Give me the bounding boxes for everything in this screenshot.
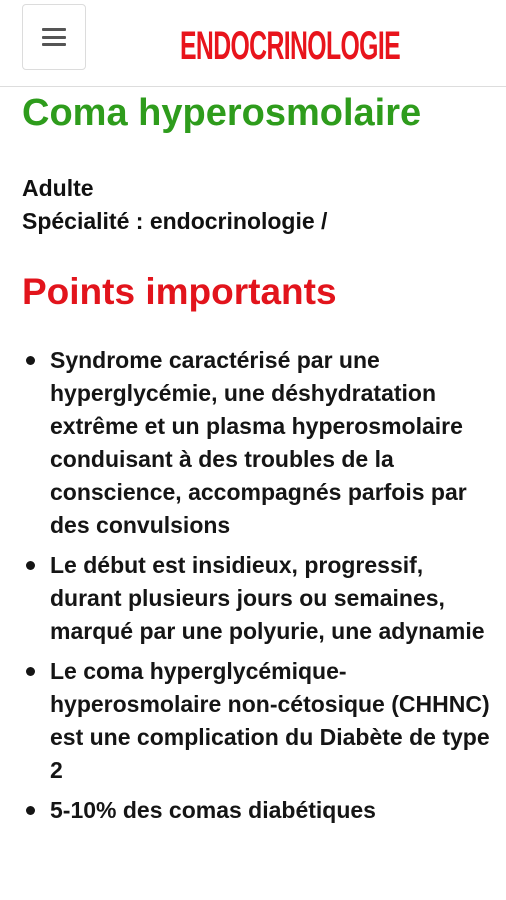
section-title: Points importants (22, 271, 337, 312)
specialty-label: Spécialité : endocrinologie / (22, 208, 328, 234)
key-points-list (22, 344, 492, 827)
bullet-icon (26, 667, 35, 676)
list-item (22, 655, 492, 787)
list-item-text: Syndrome caractérisé par une hyperglycémie, une déshydratation extrême et un plasma hyperosmolaire conduisant à des troubles de la conscience, accompagnés parfois par des convulsions (50, 347, 467, 538)
list-item-text: 5-10% des comas diabétiques (50, 797, 376, 823)
top-app-bar (0, 0, 506, 87)
bullet-icon (26, 806, 35, 815)
population-label: Adulte (22, 175, 94, 201)
page-title: Coma hyperosmolaire (22, 92, 422, 134)
bullet-icon (26, 356, 35, 365)
list-item-text: Le début est insidieux, progressif, durant plusieurs jours ou semaines, marqué par une polyurie, une adynamie (50, 552, 485, 644)
hamburger-menu-icon (42, 28, 66, 46)
bullet-icon (26, 561, 35, 570)
list-item (22, 344, 492, 542)
list-item (22, 549, 492, 648)
menu-button[interactable] (22, 4, 86, 70)
list-item-text: Le coma hyperglycémique-hyperosmolaire non-cétosique (CHHNC) est une complication du Diabète de type 2 (50, 658, 490, 783)
article-meta (22, 172, 492, 238)
article-content (22, 86, 492, 834)
list-item (22, 794, 492, 827)
app-logo-title: ENDOCRINOLOGIE (180, 24, 401, 68)
